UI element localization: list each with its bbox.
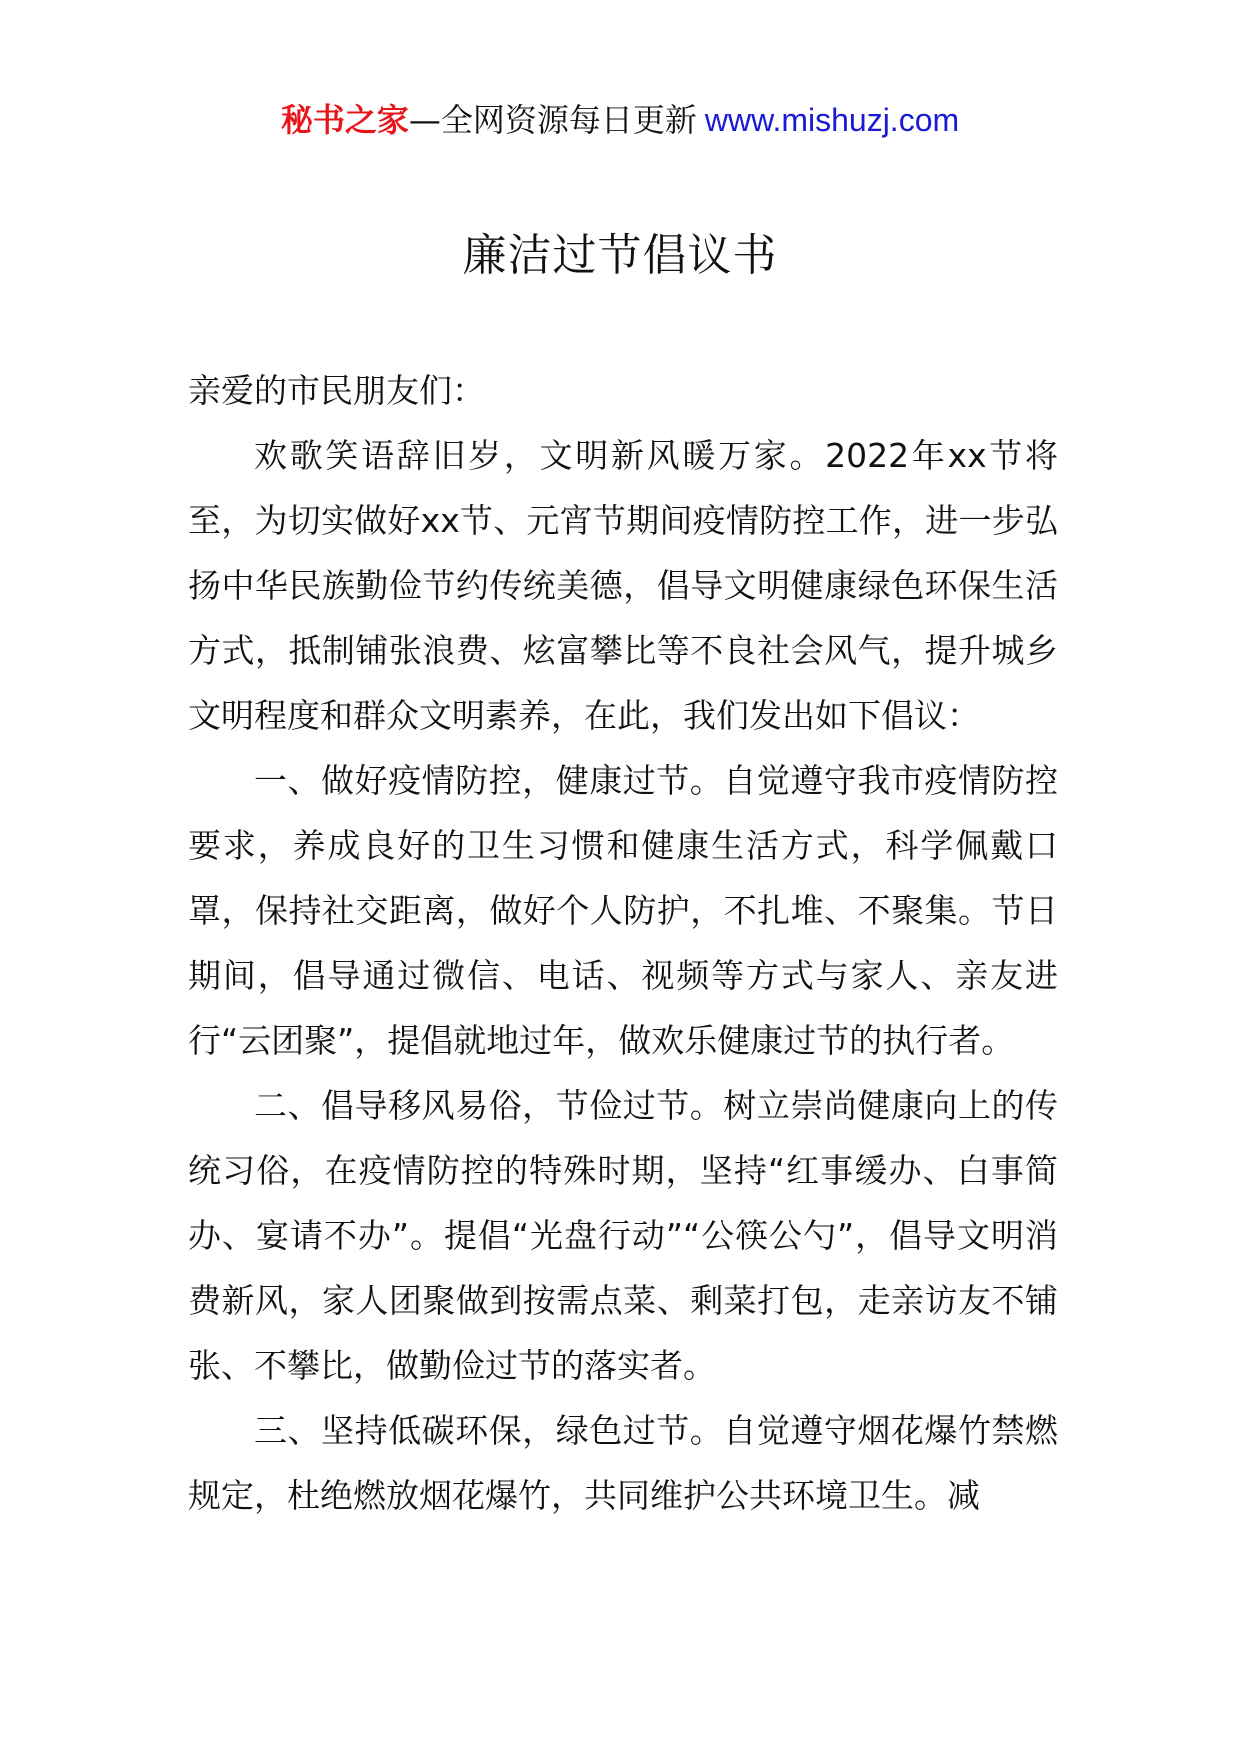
paragraph-point-1: 一、做好疫情防控，健康过节。自觉遵守我市疫情防控要求，养成良好的卫生习惯和健康生活方式，科学佩戴口罩，保持社交距离，做好个人防护，不扎堆、不聚集。节日期间，倡导通过微信、电话、视频等方式与家人、亲友进行“云团聚”，提倡就地过年，做欢乐健康过节的执行者。 — [188, 761, 1058, 1060]
document-title: 廉洁过节倡议书 — [462, 230, 778, 281]
document-body — [188, 358, 1058, 1528]
paragraph-point-2: 二、倡导移风易俗，节俭过节。树立崇尚健康向上的传统习俗，在疫情防控的特殊时期，坚持“红事缓办、白事简办、宴请不办”。提倡“光盘行动”“公筷公勺”，倡导文明消费新风，家人团聚做到按需点菜、剩菜打包，走亲访友不铺张、不攀比，做勤俭过节的落实者。 — [188, 1086, 1058, 1385]
paragraph-intro: 欢歌笑语辞旧岁，文明新风暖万家。2022年xx节将至，为切实做好xx节、元宵节期间疫情防控工作，进一步弘扬中华民族勤俭节约传统美德，倡导文明健康绿色环保生活方式，抵制铺张浪费、炫富攀比等不良社会风气，提升城乡文明程度和群众文明素养，在此，我们发出如下倡议： — [188, 436, 1058, 735]
site-header — [0, 98, 1240, 142]
site-brand: 秘书之家 — [280, 101, 409, 139]
header-separator: — — [408, 101, 441, 139]
paragraph-point-3: 三、坚持低碳环保，绿色过节。自觉遵守烟花爆竹禁燃规定，杜绝燃放烟花爆竹，共同维护公共环境卫生。减 — [188, 1411, 1058, 1515]
salutation: 亲爱的市民朋友们： — [188, 371, 485, 410]
site-url-link[interactable]: www.mishuzj.com — [704, 102, 960, 138]
site-slogan: 全网资源每日更新 — [440, 101, 697, 139]
